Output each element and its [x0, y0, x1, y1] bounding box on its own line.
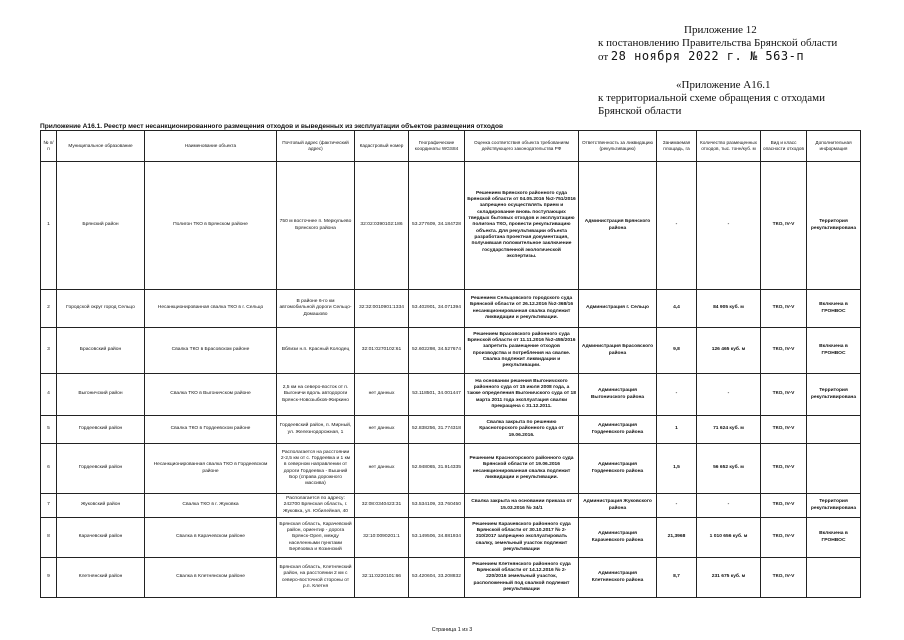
row-responsibility: Администрация Клетнянского района [579, 558, 657, 598]
table-row [41, 162, 861, 290]
row-quantity: - [697, 162, 761, 290]
row-area: 21,3968 [657, 518, 697, 558]
row-address: Располагается по адресу: 242700 Брянская область, г. Жуковка, ул. Юбилейная, 40 [277, 494, 355, 518]
decree-line: к постановлению Правительства Брянской области [598, 37, 838, 49]
col-area: Занимаемая площадь, га [657, 131, 697, 162]
col-extra-info: Дополнительная информация [807, 131, 861, 162]
row-area: - [657, 162, 697, 290]
appendix-title: Приложение 12 [684, 24, 757, 36]
row-cadastral: 32:08:0340423:31 [355, 494, 409, 518]
row-municipality: Выгоничский район [57, 374, 145, 416]
date-prefix: от [598, 51, 609, 63]
row-object-name: Свалка ТКО в Выгоничском районе [145, 374, 277, 416]
row-evaluation: Свалка закрыта на основании приказа от 15.03.2016 № 34/1 [465, 494, 579, 518]
row-municipality: Жуковский район [57, 494, 145, 518]
table-row [41, 518, 861, 558]
row-number: 2 [41, 290, 57, 328]
table-row [41, 374, 861, 416]
row-object-name: Свалка в Карачевском районе [145, 518, 277, 558]
row-municipality: Клетнянский район [57, 558, 145, 598]
row-municipality: Брянский район [57, 162, 145, 290]
col-evaluation: Оценка соответствия объекта требованиям действующего законодательства РФ [465, 131, 579, 162]
registry-table [40, 130, 861, 598]
row-quantity: - [697, 374, 761, 416]
row-extra-info [807, 444, 861, 494]
row-coordinates: 52.948065, 31.914335 [409, 444, 465, 494]
row-object-name: Свалка ТКО в Брасовском районе [145, 328, 277, 374]
row-address: Брянская область, Карачевский район, ориентир - дорога Брянск-Орел, между населенными пунктами Берёзовка и Козинский [277, 518, 355, 558]
row-quantity: 126 465 куб. м [697, 328, 761, 374]
row-area: 8,7 [657, 558, 697, 598]
row-number: 7 [41, 494, 57, 518]
row-municipality: Городской округ город Сельцо [57, 290, 145, 328]
row-quantity: 71 624 куб. м [697, 416, 761, 444]
table-caption: Приложение А16.1. Реестр мест несанкционированного размещения отходов и выведенных из эксплуатации объектов размещения отходов [40, 123, 504, 130]
col-municipality: Муниципальное образование [57, 131, 145, 162]
col-number: № п/п [41, 131, 57, 162]
page-footer: Страница 1 из 3 [431, 627, 473, 633]
table-row [41, 416, 861, 444]
row-cadastral: 32:11:0220101:66 [355, 558, 409, 598]
row-extra-info: Включена в ГРОНВОС [807, 518, 861, 558]
row-evaluation: На основании решения Выгоничского районного суда от 15 июля 2008 года, а также определения Выгоничского суда от 18 марта 2011 года эксплуатация свалки прекращена с 31.12.2011. [465, 374, 579, 416]
table-header-row [41, 131, 861, 162]
row-evaluation: Решением Брасовского районного суда Брянской области от 11.11.2016 №2-455/2016 запретить размещение отходов производства и потребления на свалке. Свалка подлежит ликвидации и рекультивации. [465, 328, 579, 374]
row-number: 5 [41, 416, 57, 444]
row-responsibility: Администрация Выгоничского района [579, 374, 657, 416]
row-responsibility: Администрация Брянского района [579, 162, 657, 290]
row-extra-info: Территория рекультивирована [807, 494, 861, 518]
row-number: 1 [41, 162, 57, 290]
document-header [598, 24, 898, 118]
row-extra-info: Включена в ГРОНВОС [807, 290, 861, 328]
row-cadastral: 32:01:0270102:61 [355, 328, 409, 374]
row-waste-class: ТКО, IV-V [761, 518, 807, 558]
row-address: Располагается на расстоянии 2-2,5 км от с. Гордеевка и 1 км в северном направлении от дороги Гордеевка - Вышний Бор (справа дорожного массива) [277, 444, 355, 494]
row-waste-class: ТКО, IV-V [761, 444, 807, 494]
row-extra-info [807, 558, 861, 598]
row-waste-class: ТКО, IV-V [761, 328, 807, 374]
row-evaluation: Решением Брянского районного суда Брянской области от 04.05.2016 №2-751/2016 запрещено осуществлять прием и складирование вновь поступающих твердых бытовых отходов и эксплуатацию полигона ТКО, провести рекультивацию объекта. Для рекультивации объекта разработана проектная документация, получившая положительное заключение государственной экологической экспертизы. [465, 162, 579, 290]
row-waste-class: ТКО, IV-V [761, 374, 807, 416]
row-evaluation: Решением Красногорского районного суда Брянской области от 19.06.2016 несанкционированная свалка подлежит ликвидации и рекультивации. [465, 444, 579, 494]
row-responsibility: Администрация Гордеевского района [579, 444, 657, 494]
row-cadastral: 32:32:0010901:1334 [355, 290, 409, 328]
row-object-name: Несанкционированная свалка ТКО в г. Сельцо [145, 290, 277, 328]
row-address: 750 м восточнее п. Меркульево Брянского района [277, 162, 355, 290]
row-cadastral: 32:02:0390102:186 [355, 162, 409, 290]
row-number: 3 [41, 328, 57, 374]
col-object-name: Наименование объекта [145, 131, 277, 162]
scheme-line-2: Брянской области [598, 105, 682, 117]
row-responsibility: Администрация Гордеевского района [579, 416, 657, 444]
row-object-name: Полигон ТКО в Брянском районе [145, 162, 277, 290]
col-coordinates: Географические координаты WGS84 [409, 131, 465, 162]
row-waste-class: ТКО, IV-V [761, 558, 807, 598]
row-extra-info: Территория рекультивирована [807, 374, 861, 416]
row-area: 1,5 [657, 444, 697, 494]
scheme-line-1: к территориальной схеме обращения с отходами [598, 92, 825, 104]
row-evaluation: Решением Карачевского районного суда Брянской области от 30.10.2017 № 2-310/2017 запрещено эксплуатировать свалку, земельный участок подлежит рекультивации [465, 518, 579, 558]
row-coordinates: 53.277609, 34.184728 [409, 162, 465, 290]
row-coordinates: 52.838256, 31.774318 [409, 416, 465, 444]
row-responsibility: Администрация Жуковского района [579, 494, 657, 518]
row-address: Брянская область, Клетнянский район, на расстоянии 2 км с северо-восточной стороны от р.п. Клетня [277, 558, 355, 598]
row-number: 8 [41, 518, 57, 558]
col-address: Почтовый адрес (фактический адрес) [277, 131, 355, 162]
row-evaluation: Решением Сельцовского городского суда Брянской области от 26.12.2016 №2-368/16 несанкционированная свалка подлежит ликвидации и рекультивации. [465, 290, 579, 328]
row-number: 4 [41, 374, 57, 416]
row-quantity: 84 905 куб. м [697, 290, 761, 328]
row-address: Вблизи н.п. Красный Колодец [277, 328, 355, 374]
row-number: 6 [41, 444, 57, 494]
row-coordinates: 53.402901, 34.071394 [409, 290, 465, 328]
row-area: - [657, 494, 697, 518]
row-object-name: Свалка в Клетнянском районе [145, 558, 277, 598]
row-object-name: Свалка ТКО в Гордеевском районе [145, 416, 277, 444]
row-quantity: 56 652 куб. м [697, 444, 761, 494]
row-evaluation: Решением Клетнянского районного суда Брянской области от 14.12.2016 № 2-220/2016 земельный участок, расположенный под свалкой подлежит рекультивации [465, 558, 579, 598]
row-waste-class: ТКО, IV-V [761, 290, 807, 328]
row-municipality: Гордеевский район [57, 444, 145, 494]
row-area: 9,8 [657, 328, 697, 374]
appendix-a-title: «Приложение А16.1 [676, 79, 771, 91]
row-cadastral: 32:10:0090201:1 [355, 518, 409, 558]
row-municipality: Гордеевский район [57, 416, 145, 444]
row-coordinates: 53.420604, 33.208832 [409, 558, 465, 598]
row-area: - [657, 374, 697, 416]
row-responsibility: Администрация г. Сельцо [579, 290, 657, 328]
row-waste-class: ТКО, IV-V [761, 494, 807, 518]
row-number: 9 [41, 558, 57, 598]
handwritten-date: 28 ноября 2022 г. № 563-п [610, 49, 805, 63]
col-waste-class: Вид и класс опасности отходов [761, 131, 807, 162]
row-address: В районе 6-го км автомобильной дороги Сельцо-Домашово [277, 290, 355, 328]
row-address: Гордеевский район, п. Мирный, ул. Железнодорожная, 1 [277, 416, 355, 444]
row-cadastral: нет данных [355, 416, 409, 444]
row-cadastral: нет данных [355, 444, 409, 494]
col-cadastral: Кадастровый номер [355, 131, 409, 162]
row-waste-class: ТКО, IV-V [761, 162, 807, 290]
row-evaluation: Свалка закрыта по решению Красногорского районного суда от 19.06.2016. [465, 416, 579, 444]
row-municipality: Брасовский район [57, 328, 145, 374]
date-line [598, 50, 898, 64]
row-cadastral: нет данных [355, 374, 409, 416]
table-row [41, 558, 861, 598]
row-address: 2,5 км на северо-восток от п. Выгоничи вдоль автодороги Брянск-Новозыбков-Жиркино [277, 374, 355, 416]
row-coordinates: 53.149506, 34.881934 [409, 518, 465, 558]
row-responsibility: Администрация Карачевского района [579, 518, 657, 558]
row-area: 1 [657, 416, 697, 444]
row-extra-info: Включена в ГРОНВОС [807, 328, 861, 374]
row-coordinates: 53.118501, 34.001447 [409, 374, 465, 416]
row-quantity: 1 010 656 куб. м [697, 518, 761, 558]
row-quantity: - [697, 494, 761, 518]
col-quantity: Количество размещенных отходов, тыс. тонн/куб. м [697, 131, 761, 162]
row-responsibility: Администрация Брасовского района [579, 328, 657, 374]
table-row [41, 328, 861, 374]
row-object-name: Несанкционированная свалка ТКО в Гордеевском районе [145, 444, 277, 494]
row-quantity: 231 675 куб. м [697, 558, 761, 598]
row-extra-info: Территория рекультивирована [807, 162, 861, 290]
table-row [41, 444, 861, 494]
row-extra-info [807, 416, 861, 444]
row-waste-class: ТКО, IV-V [761, 416, 807, 444]
table-row [41, 494, 861, 518]
row-coordinates: 53.534109, 33.760450 [409, 494, 465, 518]
row-coordinates: 52.602298, 34.527674 [409, 328, 465, 374]
row-object-name: Свалка ТКО в г. Жуковка [145, 494, 277, 518]
row-municipality: Карачевский район [57, 518, 145, 558]
table-row [41, 290, 861, 328]
row-area: 4,4 [657, 290, 697, 328]
col-responsibility: Ответственность за ликвидацию (рекультивацию) [579, 131, 657, 162]
